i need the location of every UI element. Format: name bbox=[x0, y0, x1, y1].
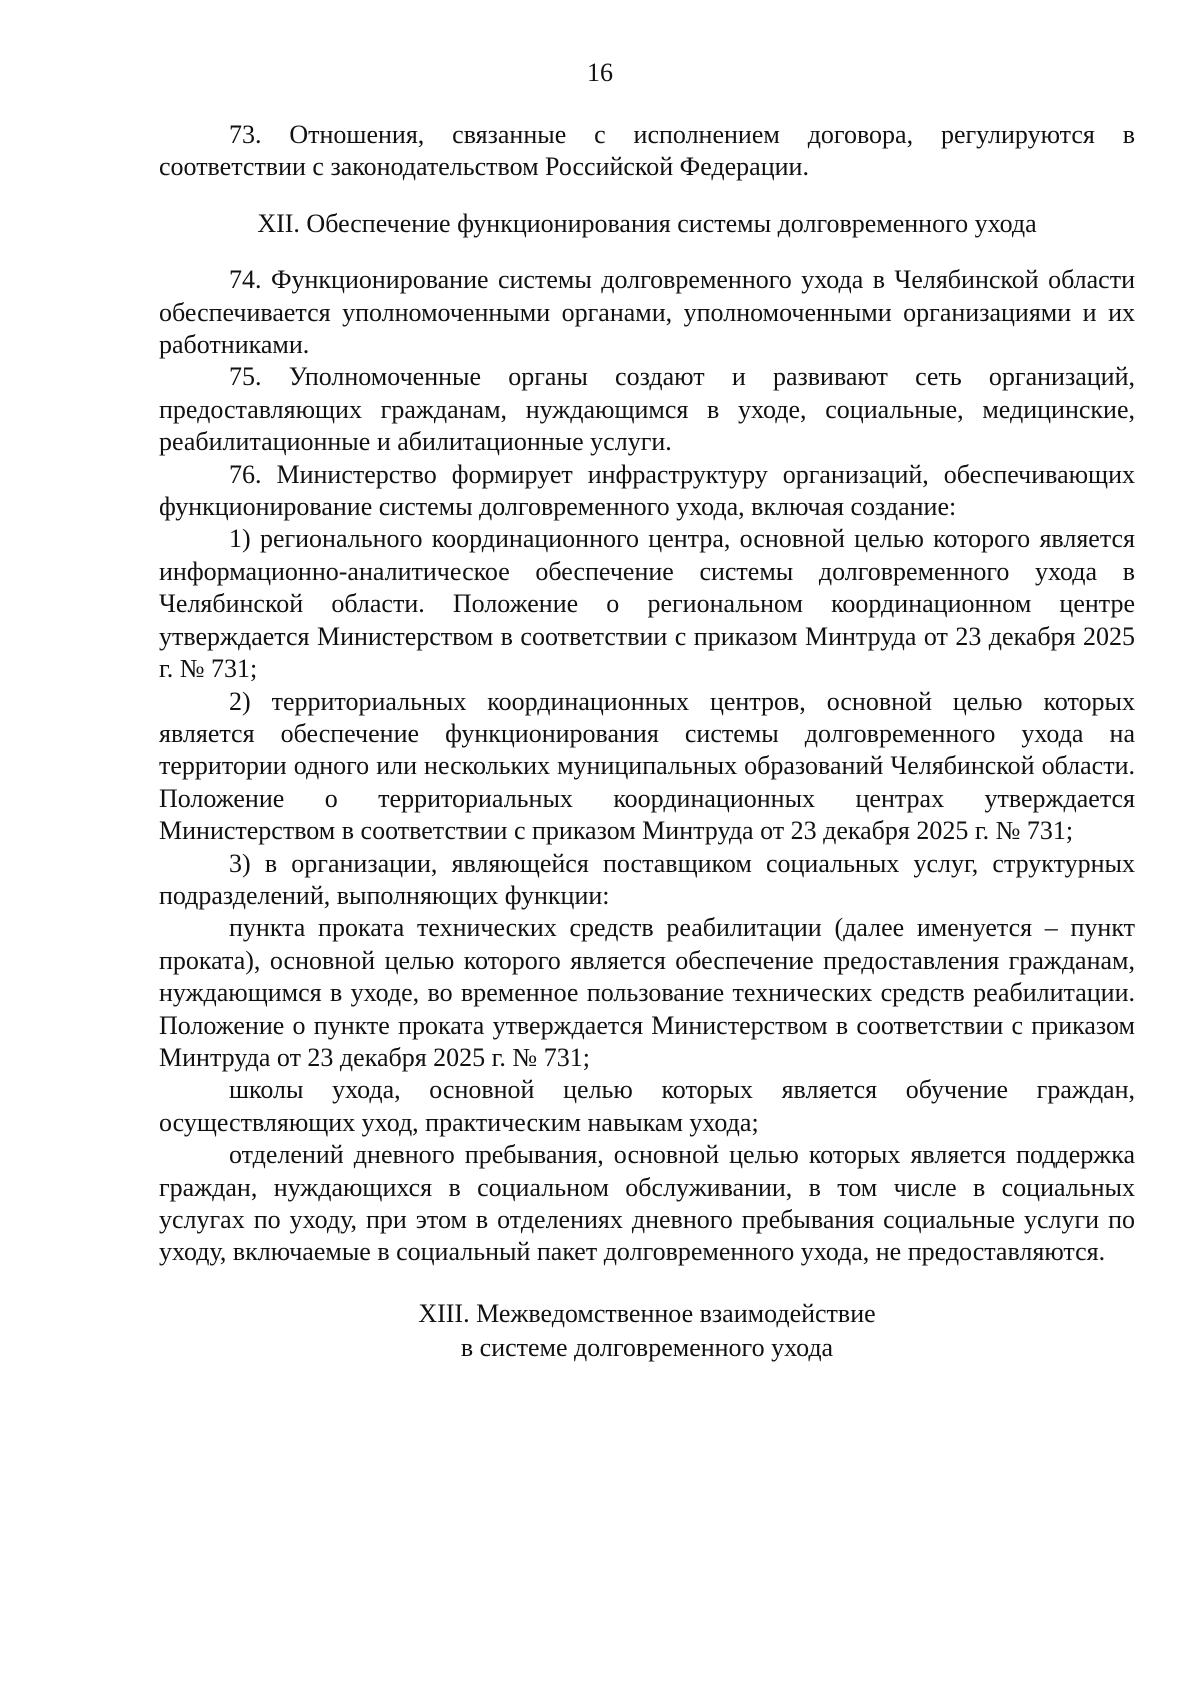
paragraph-73: 73. Отношения, связанные с исполнением договора, регулируются в соответствии с законодательством Российской Федерации. bbox=[159, 120, 1135, 182]
section-13-heading bbox=[159, 1297, 1135, 1365]
paragraph-75: 75. Уполномоченные органы создают и развивают сеть организаций, предоставляющих гражданам, нуждающимся в уходе, социальные, медицинские, реабилитационные и абилитационные услуги. bbox=[159, 362, 1135, 457]
paragraph-74: 74. Функционирование системы долговременного ухода в Челябинской области обеспечивается уполномоченными органами, уполномоченными организациями и их работниками. bbox=[159, 265, 1135, 360]
subitem-day-care: отделений дневного пребывания, основной целью которых является поддержка граждан, нуждающихся в социальном обслуживании, в том числе в социальных услугах по уходу, при этом в отделениях дневного пребывания социальные услуги по уходу, включаемые в социальный пакет долговременного ухода, не предоставляются. bbox=[159, 1140, 1135, 1267]
document-body bbox=[159, 119, 1135, 1365]
subitem-care-school: школы ухода, основной целью которых является обучение граждан, осуществляющих уход, практическим навыкам ухода; bbox=[159, 1075, 1135, 1137]
section-13-heading-line-1: XIII. Межведомственное взаимодействие bbox=[418, 1298, 876, 1328]
list-item-3: 3) в организации, являющейся поставщиком социальных услуг, структурных подразделений, выполняющих функции: bbox=[159, 848, 1135, 910]
section-12-heading: XII. Обеспечение функционирования системы долговременного ухода bbox=[257, 208, 1037, 238]
paragraph-76: 76. Министерство формирует инфраструктуру организаций, обеспечивающих функционирование системы долговременного ухода, включая создание: bbox=[159, 459, 1135, 522]
list-item-1: 1) регионального координационного центра, основной целью которого является информационно-аналитическое обеспечение системы долговременного ухода в Челябинской области. Положение о региональном координационном центре утверждается Министерством в соответствии с приказом Минтруда от 23 декабря 2025 г. № 731; bbox=[159, 524, 1135, 684]
subitem-rental-point: пункта проката технических средств реабилитации (далее именуется – пункт проката), основной целью которого является обеспечение предоставления гражданам, нуждающимся в уходе, во временное пользование технических средств реабилитации. Положение о пункте проката утверждается Министерством в соответствии с приказом Минтруда от 23 декабря 2025 г. № 731; bbox=[159, 913, 1135, 1072]
section-13-heading-line-2: в системе долговременного ухода bbox=[460, 1332, 834, 1362]
list-item-2: 2) территориальных координационных центров, основной целью которых является обеспечение функционирования системы долговременного ухода на территории одного или нескольких муниципальных образований Челябинской области. Положение о территориальных координационных центрах утверждается Министерством в соответствии с приказом Минтруда от 23 декабря 2025 г. № 731; bbox=[159, 686, 1135, 846]
page-number: 16 bbox=[587, 58, 613, 87]
